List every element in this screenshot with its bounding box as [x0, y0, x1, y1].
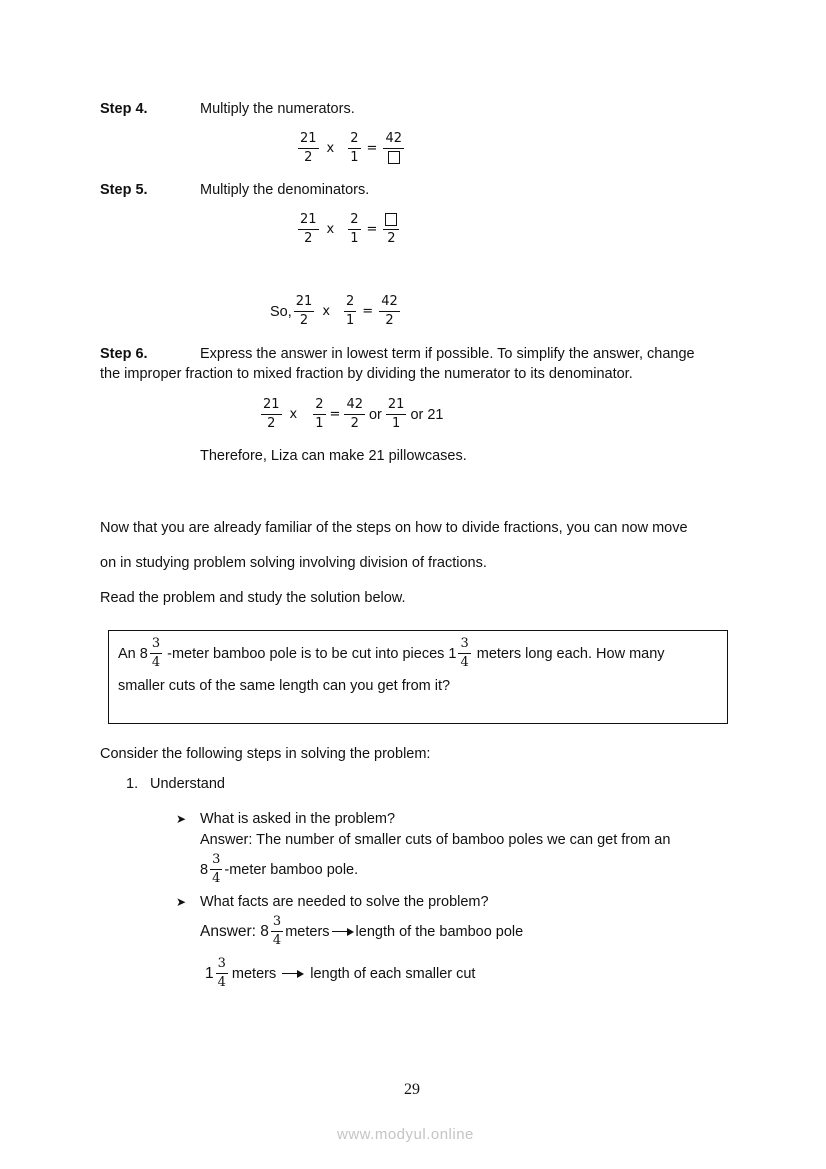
fraction: $\frac{2}{1}$ [350, 131, 359, 165]
step4-label: Step 4. [100, 101, 148, 117]
blank-box-icon [385, 213, 397, 226]
arrow-bullet-icon: ➤ [176, 895, 187, 909]
step5-text: Multiply the denominators. [200, 182, 370, 198]
fraction: $\frac{21}{2}$ [263, 397, 280, 431]
fraction: $\frac{42}{2}$ [381, 294, 398, 328]
page-number: 29 [404, 1081, 420, 1098]
fraction: 2 [383, 212, 399, 247]
intro-line2: on in studying problem solving involving division of fractions. [100, 555, 487, 571]
problem-line2: smaller cuts of the same length can you get from it? [118, 678, 451, 694]
step5-equation: $\frac{21}{2}$ x $\frac{2}{1}$ = 2 [296, 212, 401, 247]
fraction: $\frac{2}{1}$ [315, 397, 324, 431]
fraction: $\frac{21}{2}$ [295, 294, 313, 328]
arrow-bullet-icon: ➤ [176, 812, 187, 826]
fraction: $\frac{3}{4}$ [212, 852, 221, 886]
answer-2-line2: 1 $\frac{3}{4}$ meters length of each smaller cut [205, 956, 476, 990]
step6-text-line1: Express the answer in lowest term if possible. To simplify the answer, change [200, 346, 695, 362]
intro-line1: Now that you are already familiar of the steps on how to divide fractions, you can now move [100, 520, 688, 536]
step4-equation: $\frac{21}{2}$ x $\frac{2}{1}$ = 42 [300, 131, 402, 165]
question-2: What facts are needed to solve the problem? [200, 894, 489, 910]
fraction: $\frac{21}{2}$ [300, 212, 317, 246]
step6-text-line2: the improper fraction to mixed fraction by dividing the numerator to its denominator. [100, 366, 633, 382]
fraction: $\frac{3}{4}$ [151, 636, 161, 670]
step4-text: Multiply the numerators. [200, 101, 355, 117]
fraction: $\frac{3}{4}$ [460, 636, 469, 670]
intro-line3: Read the problem and study the solution below. [100, 590, 406, 606]
fraction: $\frac{2}{1}$ [350, 212, 359, 246]
fraction: $\frac{42}{2}$ [346, 397, 363, 431]
problem-line1: An 8 $\frac{3}{4}$ -meter bamboo pole is to be cut into pieces 1 $\frac{3}{4}$ meters long each. How many [118, 636, 665, 670]
fraction: $\frac{3}{4}$ [272, 914, 282, 948]
answer-1-line2: 8 $\frac{3}{4}$ -meter bamboo pole. [200, 852, 359, 886]
answer-1-line1: Answer: The number of smaller cuts of bamboo poles we can get from an [200, 832, 671, 848]
fraction: $\frac{21}{2}$ [300, 131, 317, 165]
watermark: www.modyul.online [337, 1126, 474, 1143]
step6-label: Step 6. [100, 346, 148, 362]
blank-box-icon [388, 151, 400, 164]
answer-2-line1: Answer: 8 $\frac{3}{4}$ meters length of the bamboo pole [200, 914, 524, 948]
question-1: What is asked in the problem? [200, 811, 396, 827]
fraction: 42 [383, 131, 404, 166]
understand-number: 1. [126, 776, 139, 792]
fraction: $\frac{2}{1}$ [346, 294, 355, 328]
steps-intro: Consider the following steps in solving the problem: [100, 746, 431, 762]
understand-label: Understand [150, 776, 225, 792]
step5-label: Step 5. [100, 182, 148, 198]
step6-equation: $\frac{21}{2}$ x $\frac{2}{1}$ = $\frac{42}{2}$ or $\frac{21}{1}$ or 21 [263, 397, 444, 431]
right-arrow-icon [332, 928, 354, 936]
step6-conclusion: Therefore, Liza can make 21 pillowcases. [200, 448, 467, 464]
step5-so-equation: So, $\frac{21}{2}$ x $\frac{2}{1}$ = $\frac{42}{2}$ [270, 294, 398, 328]
fraction: $\frac{21}{1}$ [387, 397, 405, 431]
right-arrow-icon [282, 970, 304, 978]
fraction: $\frac{3}{4}$ [217, 956, 226, 990]
